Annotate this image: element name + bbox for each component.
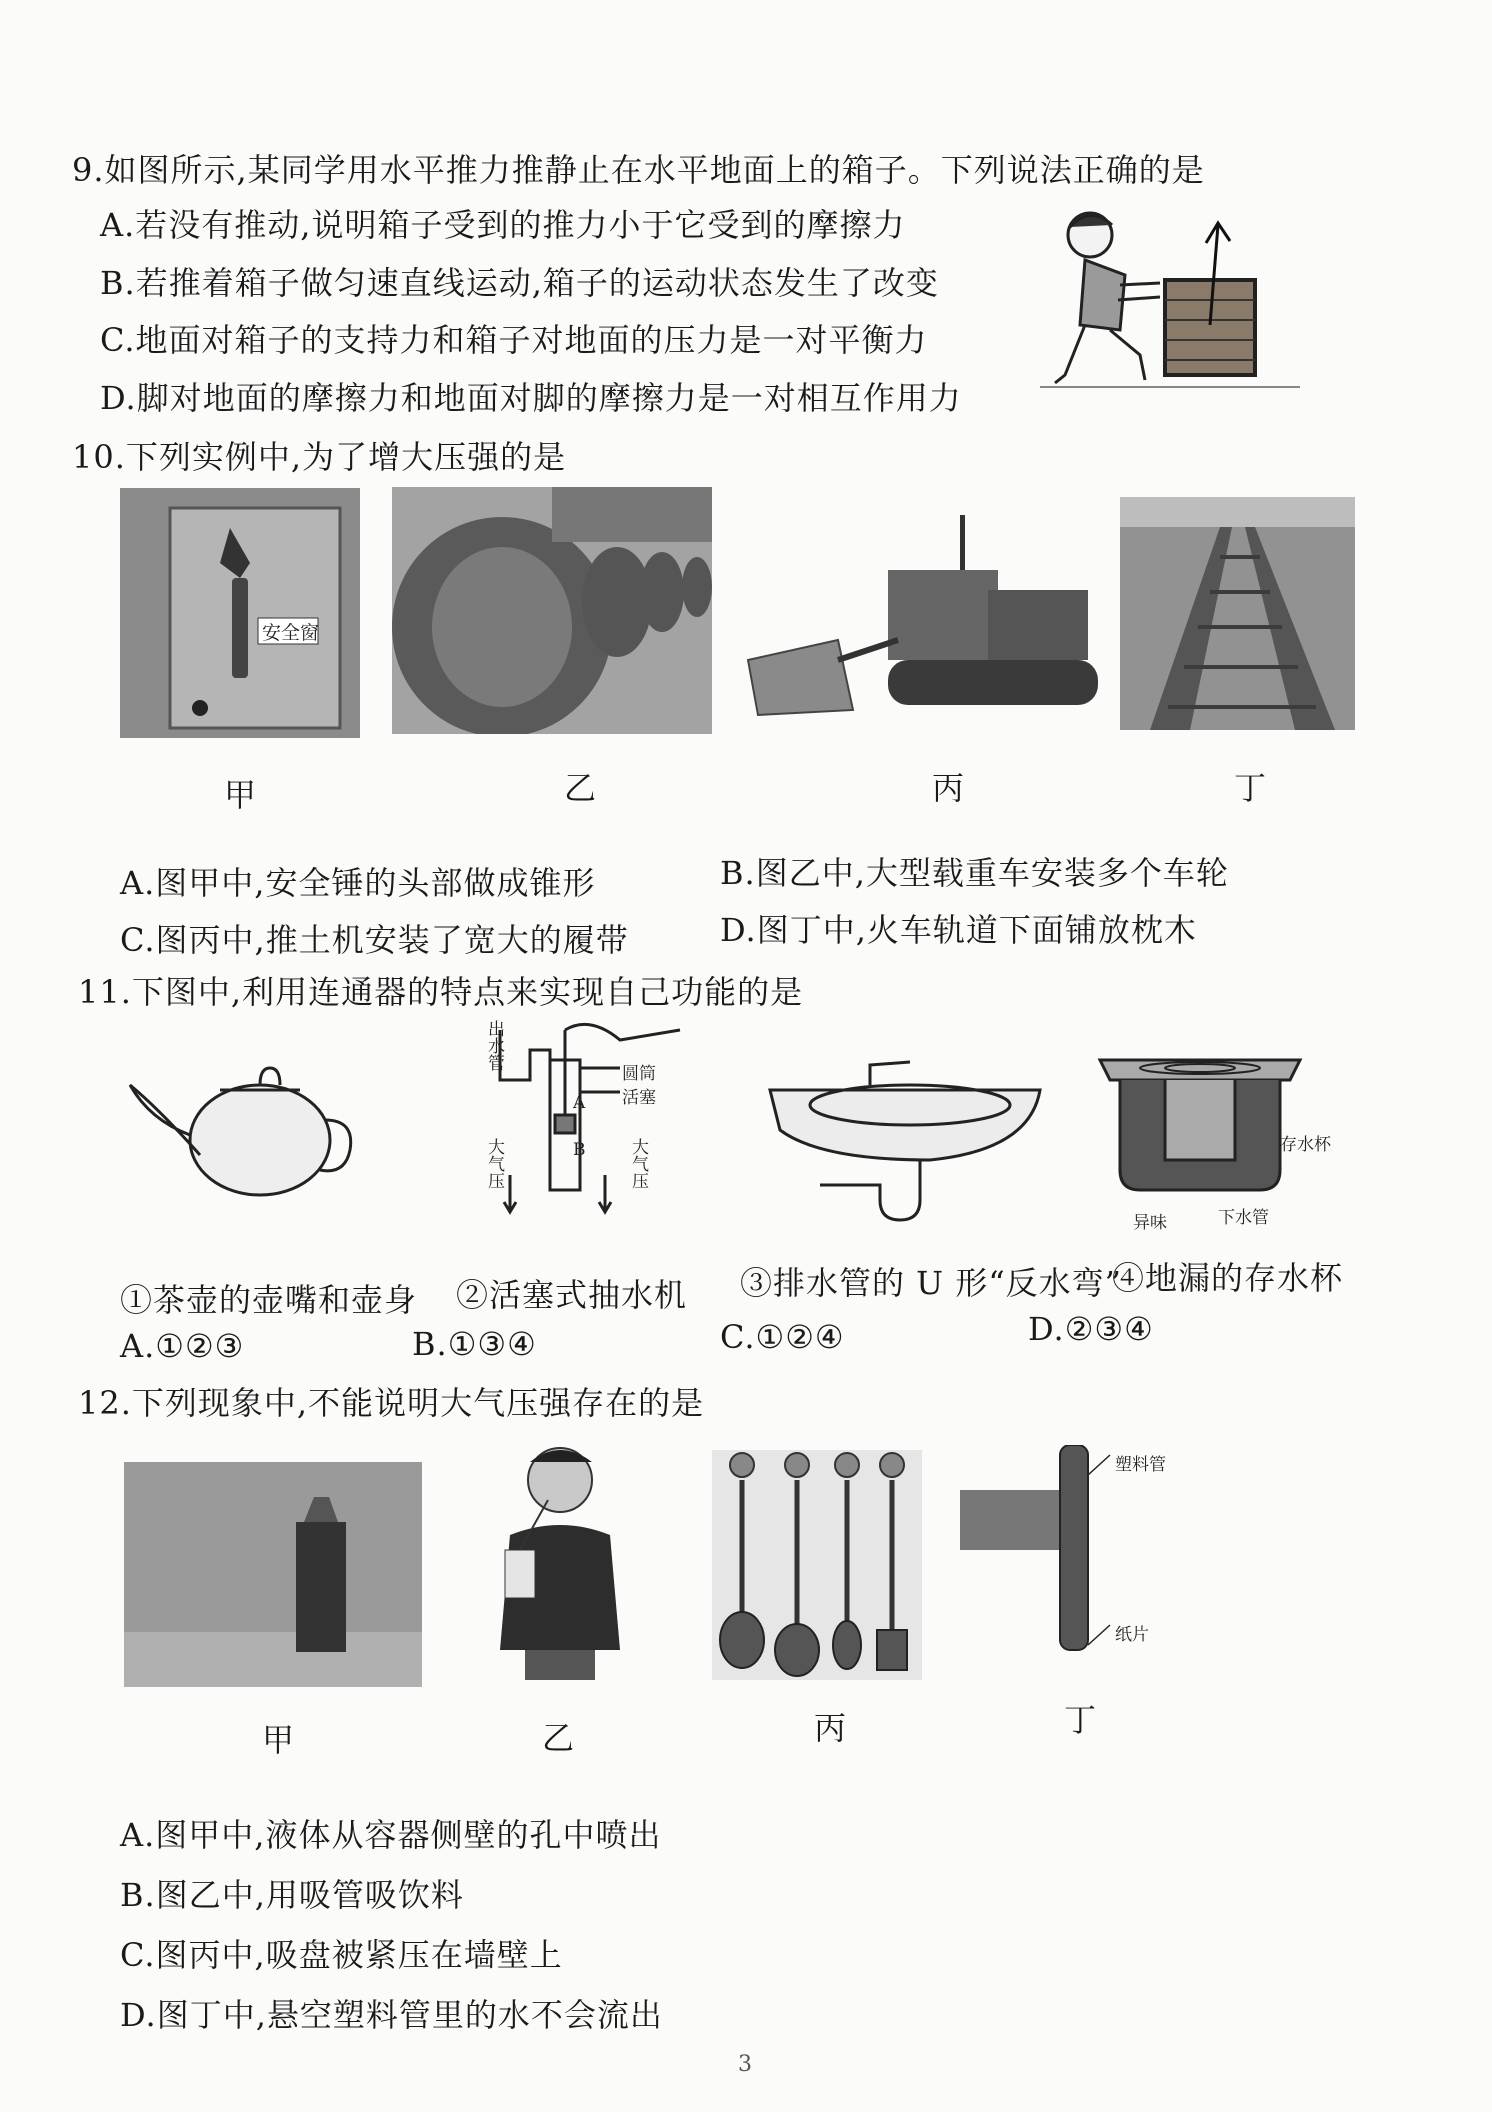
pump-label-atm-right: 大气压	[632, 1138, 649, 1192]
q12-option-b: B.图乙中,用吸管吸饮料	[120, 1876, 464, 1914]
q12-caption-bing: 丙	[813, 1709, 846, 1747]
pump-label-atm-left: 大气压	[488, 1138, 505, 1192]
safety-sign-text: 安全窗	[262, 622, 320, 644]
q11-option-d: D.②③④	[1028, 1310, 1154, 1348]
q11-item-4: ④地漏的存水杯	[1112, 1259, 1344, 1297]
q10-option-a: A.图甲中,安全锤的头部做成锥形	[120, 864, 596, 902]
q10-caption-jia: 甲	[223, 776, 256, 814]
q11-option-c: C.①②④	[720, 1318, 845, 1356]
q11-figure-teapot	[120, 1040, 360, 1200]
pump-label-cylinder: 圆筒	[622, 1064, 656, 1084]
q12-caption-ding: 丁	[1063, 1701, 1096, 1739]
q10-option-c: C.图丙中,推土机安装了宽大的履带	[120, 921, 629, 959]
q11-option-b: B.①③④	[412, 1325, 537, 1363]
q10-option-b: B.图乙中,大型载重车安装多个车轮	[720, 854, 1229, 892]
q9-option-d: D.脚对地面的摩擦力和地面对脚的摩擦力是一对相互作用力	[100, 379, 962, 417]
q10-figure-ding-railway-track	[1120, 497, 1355, 730]
drain-label-pipe: 下水管	[1218, 1208, 1269, 1228]
q10-caption-bing: 丙	[931, 769, 964, 807]
q12-option-c: C.图丙中,吸盘被紧压在墙壁上	[120, 1936, 563, 1974]
page-number: 3	[738, 2052, 752, 2077]
q10-option-d: D.图丁中,火车轨道下面铺放枕木	[720, 911, 1197, 949]
q10-caption-yi: 乙	[563, 769, 596, 807]
tube-label-tube: 塑料管	[1115, 1455, 1166, 1475]
q12-option-a: A.图甲中,液体从容器侧壁的孔中喷出	[120, 1816, 662, 1854]
q11-figure-sink-u-trap	[760, 1050, 1050, 1230]
q10-figure-bing-bulldozer	[738, 510, 1118, 730]
q12-option-d: D.图丁中,悬空塑料管里的水不会流出	[120, 1996, 663, 2034]
q9-stem: 9.如图所示,某同学用水平推力推静止在水平地面上的箱子。下列说法正确的是	[72, 151, 1205, 189]
q12-figure-jia-liquid-container	[124, 1462, 422, 1687]
q12-caption-yi: 乙	[541, 1719, 574, 1757]
q11-item-3: ③排水管的 U 形“反水弯”	[740, 1264, 1123, 1302]
pump-label-outlet: 出水管	[488, 1020, 505, 1074]
q11-option-a: A.①②③	[120, 1327, 245, 1365]
tube-label-paper: 纸片	[1115, 1625, 1149, 1645]
boy-pushing-box-figure	[1040, 205, 1320, 395]
pump-label-valve-a: A	[573, 1093, 586, 1113]
q12-figure-bing-suction-cups	[712, 1450, 922, 1680]
q11-stem: 11.下图中,利用连通器的特点来实现自己功能的是	[78, 973, 804, 1011]
q9-option-a: A.若没有推动,说明箱子受到的推力小于它受到的摩擦力	[100, 206, 906, 244]
pump-label-piston: 活塞	[622, 1088, 656, 1108]
q9-option-b: B.若推着箱子做匀速直线运动,箱子的运动状态发生了改变	[100, 264, 939, 302]
q10-caption-ding: 丁	[1233, 769, 1266, 807]
q10-figure-yi-truck-wheels	[392, 487, 712, 734]
q9-option-c: C.地面对箱子的支持力和箱子对地面的压力是一对平衡力	[100, 321, 928, 359]
q12-figure-yi-boy-straw	[480, 1440, 640, 1680]
q12-caption-jia: 甲	[261, 1721, 294, 1759]
drain-label-cup: 存水杯	[1280, 1135, 1331, 1155]
q10-stem: 10.下列实例中,为了增大压强的是	[72, 438, 567, 476]
q11-item-1: ①茶壶的壶嘴和壶身	[120, 1281, 418, 1319]
pump-label-valve-b: B	[573, 1140, 586, 1160]
q11-figure-piston-pump	[480, 1020, 700, 1220]
q12-stem: 12.下列现象中,不能说明大气压强存在的是	[78, 1384, 705, 1422]
q10-figure-jia-safety-hammer	[120, 488, 360, 738]
drain-label-odor: 异味	[1133, 1213, 1167, 1233]
q11-item-2: ②活塞式抽水机	[456, 1276, 688, 1314]
